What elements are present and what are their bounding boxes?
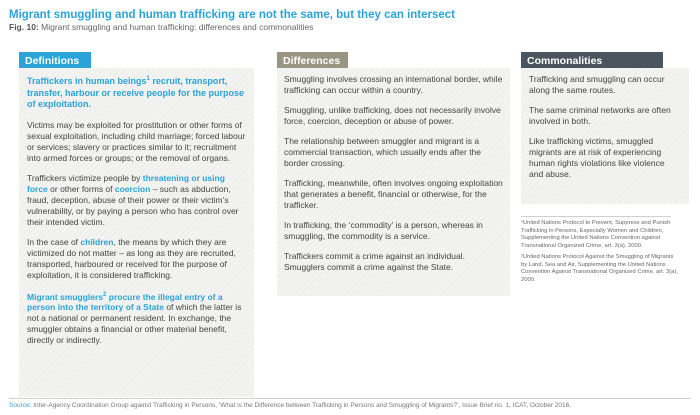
- differences-panel: [277, 68, 510, 296]
- definition-children: In the case of children, the means by which they are victimized do not matter – as long as they are recruited, transported, harboured or received for the purpose of exploitation, it is considered trafficking.: [27, 236, 236, 280]
- difference-item: Smuggling involves crossing an international border, while trafficking can occur within a country.: [284, 74, 503, 95]
- difference-item: The relationship between smuggler and migrant is a commercial transaction, which usually ends after the border crossing.: [284, 136, 482, 168]
- footnote-1: ¹United Nations Protocol to Prevent, Suppress and Punish Trafficking in Persons, Especially Women and Children, Supplementing the United Nations Convention against Transnational Organized Crime, art. 3(a), 2000.: [521, 220, 671, 249]
- source-label: Source:: [9, 402, 32, 409]
- difference-item: Traffickers commit a crime against an individual. Smugglers commit a crime against the State.: [284, 251, 465, 272]
- commonality-item: Trafficking and smuggling can occur along the same routes.: [529, 74, 665, 95]
- source-text: Inter-Agency Coordination Group against Trafficking in Persons, ‘What is the Difference between Trafficking in Persons and Smuggling of Migrants?’, Issue Brief no. 1, ICAT, October 2016.: [31, 402, 572, 409]
- definition-traffickers: Traffickers in human beings$^1$ recruit, transport, transfer, harbour or receive people for the purpose of exploitation.: [27, 76, 245, 109]
- footnotes: [521, 220, 681, 288]
- commonalities-heading: Commonalities: [521, 52, 663, 70]
- term-traffickers: Traffickers in human beings: [27, 76, 147, 86]
- term-smugglers: Migrant smugglers: [27, 291, 104, 302]
- figure-label: Fig. 10:: [9, 22, 39, 32]
- source-note: [9, 401, 689, 410]
- figure-caption-text: Migrant smuggling and human trafficking: differences and commonalities: [38, 22, 314, 32]
- definition-smugglers: Migrant smugglers$^2$ procure the illegal entry of a person into the territory of a State of which the latter is not a national or permanent resident. In exchange, the smuggler obtains a financial or other material benefit, directly or indirectly.: [27, 291, 242, 346]
- footnote-2: ²United Nations Protocol Against the Smuggling of Migrants by Land, Sea and Air, Supplementing the United Nations Convention Against Transnational Organized Crime, art. 3(a), 2000.: [521, 254, 678, 283]
- definition-victims: Victims may be exploited for prostitution or other forms of sexual exploitation, including child marriage; forced labour or services; slavery or practices similar to it; recruitment into armed forces or groups; or the removal of organs.: [27, 119, 246, 163]
- definitions-heading: Definitions: [19, 52, 91, 70]
- difference-item: Smuggling, unlike trafficking, does not necessarily involve force, coercion, deception or abuse of power.: [284, 105, 501, 126]
- commonality-item: The same criminal networks are often involved in both.: [529, 105, 671, 126]
- definitions-panel: [19, 68, 254, 397]
- difference-item: Trafficking, meanwhile, often involves ongoing exploitation that generates a benefit, financial or otherwise, for the trafficker.: [284, 178, 503, 210]
- difference-item: In trafficking, the ‘commodity’ is a person, whereas in smuggling, the commodity is a service.: [284, 220, 483, 241]
- source-divider: [9, 398, 691, 399]
- differences-heading: Differences: [277, 52, 348, 70]
- figure-caption: [9, 22, 689, 33]
- definition-means: Traffickers victimize people by threatening or using force or other forms of coercion – such as abduction, fraud, deception, abuse of their power or their victim’s vulnerability, or by paying a person who has control over their intended victim.: [27, 172, 239, 227]
- commonalities-panel: [521, 68, 689, 204]
- commonality-item: Like trafficking victims, smuggled migrants are at risk of experiencing human rights violations like violence and abuse.: [529, 136, 665, 179]
- page-title: Migrant smuggling and human trafficking are not the same, but they can intersect: [9, 9, 456, 21]
- footnote-divider: [521, 216, 671, 217]
